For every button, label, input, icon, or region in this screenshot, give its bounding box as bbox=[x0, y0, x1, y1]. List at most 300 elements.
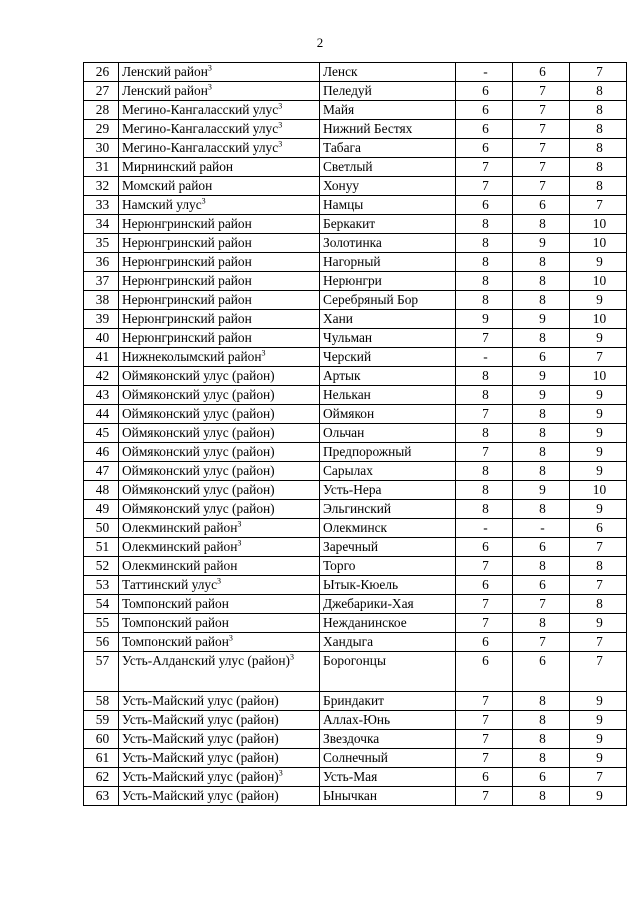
value-cell-1: - bbox=[456, 348, 513, 367]
value-cell-1: 8 bbox=[456, 424, 513, 443]
table-row bbox=[84, 329, 627, 348]
value-cell-3: 8 bbox=[570, 158, 627, 177]
district-cell bbox=[119, 538, 320, 557]
district-cell bbox=[119, 481, 320, 500]
settlement-cell: Ынычкан bbox=[320, 787, 456, 806]
value-cell-3: 10 bbox=[570, 272, 627, 291]
value-cell-2: 7 bbox=[513, 633, 570, 652]
table-row bbox=[84, 500, 627, 519]
settlement-cell: Ольчан bbox=[320, 424, 456, 443]
district-name: Усть-Майский улус (район) bbox=[122, 693, 279, 708]
district-name: Оймяконский улус (район) bbox=[122, 425, 275, 440]
value-cell-2: 6 bbox=[513, 538, 570, 557]
table-row bbox=[84, 633, 627, 652]
value-cell-3: 9 bbox=[570, 787, 627, 806]
value-cell-2: 8 bbox=[513, 329, 570, 348]
row-number-cell: 44 bbox=[84, 405, 119, 424]
value-cell-3: 9 bbox=[570, 730, 627, 749]
value-cell-3: 8 bbox=[570, 120, 627, 139]
value-cell-3: 9 bbox=[570, 462, 627, 481]
settlement-cell: Светлый bbox=[320, 158, 456, 177]
district-name: Мегино-Кангаласский улус bbox=[122, 121, 279, 136]
district-name: Томпонский район bbox=[122, 634, 229, 649]
value-cell-1: 7 bbox=[456, 595, 513, 614]
table-row bbox=[84, 272, 627, 291]
district-cell bbox=[119, 730, 320, 749]
settlement-cell: Серебряный Бор bbox=[320, 291, 456, 310]
row-number-cell: 37 bbox=[84, 272, 119, 291]
district-name: Нерюнгринский район bbox=[122, 254, 252, 269]
value-cell-2: 7 bbox=[513, 595, 570, 614]
value-cell-2: 8 bbox=[513, 253, 570, 272]
value-cell-1: 8 bbox=[456, 462, 513, 481]
value-cell-2: 6 bbox=[513, 196, 570, 215]
district-name: Ленский район bbox=[122, 64, 208, 79]
settlement-cell: Оймякон bbox=[320, 405, 456, 424]
row-number-cell: 38 bbox=[84, 291, 119, 310]
district-cell bbox=[119, 82, 320, 101]
settlement-cell: Беркакит bbox=[320, 215, 456, 234]
district-name: Оймяконский улус (район) bbox=[122, 368, 275, 383]
district-name: Томпонский район bbox=[122, 615, 229, 630]
settlement-cell: Ытык-Кюель bbox=[320, 576, 456, 595]
value-cell-1: 7 bbox=[456, 730, 513, 749]
row-number-cell: 63 bbox=[84, 787, 119, 806]
settlements-table bbox=[83, 62, 627, 806]
footnote-marker: 3 bbox=[278, 139, 283, 149]
value-cell-1: 7 bbox=[456, 443, 513, 462]
table-row bbox=[84, 101, 627, 120]
district-cell bbox=[119, 557, 320, 576]
district-name: Усть-Майский улус (район) bbox=[122, 712, 279, 727]
value-cell-3: 9 bbox=[570, 749, 627, 768]
row-number-cell: 26 bbox=[84, 63, 119, 82]
value-cell-1: 7 bbox=[456, 749, 513, 768]
value-cell-1: 6 bbox=[456, 633, 513, 652]
footnote-marker: 3 bbox=[207, 82, 212, 92]
value-cell-1: 8 bbox=[456, 234, 513, 253]
value-cell-1: 8 bbox=[456, 272, 513, 291]
table-row bbox=[84, 557, 627, 576]
row-number-cell: 60 bbox=[84, 730, 119, 749]
district-cell bbox=[119, 443, 320, 462]
table-row bbox=[84, 310, 627, 329]
settlement-cell: Золотинка bbox=[320, 234, 456, 253]
value-cell-1: 7 bbox=[456, 405, 513, 424]
settlement-cell: Нежданинское bbox=[320, 614, 456, 633]
value-cell-2: 9 bbox=[513, 310, 570, 329]
table-row bbox=[84, 139, 627, 158]
district-name: Томпонский район bbox=[122, 596, 229, 611]
value-cell-2: 6 bbox=[513, 768, 570, 787]
settlement-cell: Пеледуй bbox=[320, 82, 456, 101]
settlement-cell: Усть-Нера bbox=[320, 481, 456, 500]
district-cell bbox=[119, 652, 320, 692]
settlement-cell: Табага bbox=[320, 139, 456, 158]
settlement-cell: Черский bbox=[320, 348, 456, 367]
district-name: Нерюнгринский район bbox=[122, 292, 252, 307]
value-cell-3: 6 bbox=[570, 519, 627, 538]
table-row bbox=[84, 82, 627, 101]
value-cell-3: 10 bbox=[570, 234, 627, 253]
district-cell bbox=[119, 177, 320, 196]
table-row bbox=[84, 481, 627, 500]
table-row bbox=[84, 652, 627, 692]
district-name: Момский район bbox=[122, 178, 213, 193]
district-name: Нерюнгринский район bbox=[122, 273, 252, 288]
value-cell-2: 8 bbox=[513, 749, 570, 768]
table-row bbox=[84, 462, 627, 481]
table-row bbox=[84, 158, 627, 177]
value-cell-2: 7 bbox=[513, 177, 570, 196]
row-number-cell: 42 bbox=[84, 367, 119, 386]
table-row bbox=[84, 576, 627, 595]
value-cell-1: 8 bbox=[456, 215, 513, 234]
table-row bbox=[84, 177, 627, 196]
footnote-marker: 3 bbox=[201, 196, 206, 206]
district-name: Усть-Майский улус (район) bbox=[122, 731, 279, 746]
settlement-cell: Майя bbox=[320, 101, 456, 120]
value-cell-2: 6 bbox=[513, 652, 570, 692]
settlement-cell: Нерюнгри bbox=[320, 272, 456, 291]
value-cell-1: 7 bbox=[456, 692, 513, 711]
value-cell-3: 9 bbox=[570, 500, 627, 519]
value-cell-1: 8 bbox=[456, 367, 513, 386]
value-cell-3: 7 bbox=[570, 63, 627, 82]
value-cell-3: 9 bbox=[570, 424, 627, 443]
district-name: Оймяконский улус (район) bbox=[122, 482, 275, 497]
district-cell bbox=[119, 63, 320, 82]
table-row bbox=[84, 405, 627, 424]
district-name: Оймяконский улус (район) bbox=[122, 387, 275, 402]
value-cell-1: 7 bbox=[456, 787, 513, 806]
table-row bbox=[84, 692, 627, 711]
row-number-cell: 59 bbox=[84, 711, 119, 730]
value-cell-1: 7 bbox=[456, 711, 513, 730]
table-row bbox=[84, 63, 627, 82]
value-cell-2: 6 bbox=[513, 348, 570, 367]
row-number-cell: 58 bbox=[84, 692, 119, 711]
value-cell-3: 9 bbox=[570, 405, 627, 424]
table-row bbox=[84, 196, 627, 215]
value-cell-1: 6 bbox=[456, 652, 513, 692]
settlement-cell: Нагорный bbox=[320, 253, 456, 272]
value-cell-2: 7 bbox=[513, 120, 570, 139]
district-name: Усть-Майский улус (район) bbox=[122, 750, 279, 765]
value-cell-1: 6 bbox=[456, 101, 513, 120]
value-cell-2: 8 bbox=[513, 711, 570, 730]
value-cell-1: 6 bbox=[456, 196, 513, 215]
value-cell-2: 8 bbox=[513, 692, 570, 711]
row-number-cell: 32 bbox=[84, 177, 119, 196]
table-body bbox=[84, 63, 627, 806]
district-name: Усть-Алданский улус (район) bbox=[122, 653, 290, 668]
value-cell-3: 9 bbox=[570, 386, 627, 405]
value-cell-1: 7 bbox=[456, 614, 513, 633]
row-number-cell: 46 bbox=[84, 443, 119, 462]
value-cell-2: 8 bbox=[513, 787, 570, 806]
row-number-cell: 61 bbox=[84, 749, 119, 768]
row-number-cell: 27 bbox=[84, 82, 119, 101]
district-cell bbox=[119, 519, 320, 538]
row-number-cell: 35 bbox=[84, 234, 119, 253]
table-row bbox=[84, 595, 627, 614]
settlement-cell: Солнечный bbox=[320, 749, 456, 768]
value-cell-1: 8 bbox=[456, 253, 513, 272]
district-cell bbox=[119, 139, 320, 158]
table-row bbox=[84, 749, 627, 768]
row-number-cell: 53 bbox=[84, 576, 119, 595]
value-cell-1: 7 bbox=[456, 329, 513, 348]
row-number-cell: 52 bbox=[84, 557, 119, 576]
footnote-marker: 3 bbox=[228, 633, 233, 643]
value-cell-3: 10 bbox=[570, 367, 627, 386]
settlement-cell: Артык bbox=[320, 367, 456, 386]
value-cell-1: - bbox=[456, 519, 513, 538]
value-cell-2: 8 bbox=[513, 291, 570, 310]
value-cell-2: 9 bbox=[513, 386, 570, 405]
table-row bbox=[84, 538, 627, 557]
footnote-marker: 3 bbox=[278, 768, 283, 778]
table-row bbox=[84, 253, 627, 272]
value-cell-3: 7 bbox=[570, 633, 627, 652]
district-cell bbox=[119, 253, 320, 272]
settlement-cell: Торго bbox=[320, 557, 456, 576]
district-cell bbox=[119, 310, 320, 329]
district-cell bbox=[119, 348, 320, 367]
settlement-cell: Хонуу bbox=[320, 177, 456, 196]
value-cell-1: 6 bbox=[456, 768, 513, 787]
table-row bbox=[84, 120, 627, 139]
district-cell bbox=[119, 576, 320, 595]
row-number-cell: 50 bbox=[84, 519, 119, 538]
value-cell-3: 7 bbox=[570, 652, 627, 692]
row-number-cell: 47 bbox=[84, 462, 119, 481]
district-cell bbox=[119, 787, 320, 806]
district-cell bbox=[119, 272, 320, 291]
district-cell bbox=[119, 633, 320, 652]
settlement-cell: Аллах-Юнь bbox=[320, 711, 456, 730]
row-number-cell: 54 bbox=[84, 595, 119, 614]
settlement-cell: Заречный bbox=[320, 538, 456, 557]
district-cell bbox=[119, 462, 320, 481]
value-cell-1: 9 bbox=[456, 310, 513, 329]
table-row bbox=[84, 348, 627, 367]
settlement-cell: Предпорожный bbox=[320, 443, 456, 462]
value-cell-1: 6 bbox=[456, 120, 513, 139]
table-row bbox=[84, 424, 627, 443]
value-cell-1: 8 bbox=[456, 481, 513, 500]
table-row bbox=[84, 215, 627, 234]
row-number-cell: 29 bbox=[84, 120, 119, 139]
footnote-marker: 3 bbox=[290, 652, 294, 662]
value-cell-1: 7 bbox=[456, 557, 513, 576]
district-cell bbox=[119, 749, 320, 768]
district-cell bbox=[119, 196, 320, 215]
settlement-cell: Намцы bbox=[320, 196, 456, 215]
row-number-cell: 30 bbox=[84, 139, 119, 158]
table-row bbox=[84, 768, 627, 787]
table-row bbox=[84, 367, 627, 386]
district-name: Мирнинский район bbox=[122, 159, 234, 174]
settlement-cell: Нелькан bbox=[320, 386, 456, 405]
district-cell bbox=[119, 120, 320, 139]
district-cell bbox=[119, 215, 320, 234]
district-name: Усть-Майский улус (район) bbox=[122, 769, 279, 784]
table-row bbox=[84, 291, 627, 310]
row-number-cell: 36 bbox=[84, 253, 119, 272]
table-row bbox=[84, 234, 627, 253]
footnote-marker: 3 bbox=[217, 576, 222, 586]
district-name: Намский улус bbox=[122, 197, 202, 212]
footnote-marker: 3 bbox=[261, 348, 266, 358]
value-cell-3: 8 bbox=[570, 82, 627, 101]
settlement-cell: Эльгинский bbox=[320, 500, 456, 519]
row-number-cell: 31 bbox=[84, 158, 119, 177]
district-cell bbox=[119, 405, 320, 424]
value-cell-2: 7 bbox=[513, 82, 570, 101]
value-cell-1: 8 bbox=[456, 500, 513, 519]
value-cell-3: 8 bbox=[570, 177, 627, 196]
district-name: Усть-Майский улус (район) bbox=[122, 788, 279, 803]
district-cell bbox=[119, 500, 320, 519]
row-number-cell: 55 bbox=[84, 614, 119, 633]
settlement-cell: Звездочка bbox=[320, 730, 456, 749]
row-number-cell: 49 bbox=[84, 500, 119, 519]
settlement-cell: Ленск bbox=[320, 63, 456, 82]
district-cell bbox=[119, 711, 320, 730]
settlement-cell: Хани bbox=[320, 310, 456, 329]
district-name: Ленский район bbox=[122, 83, 208, 98]
value-cell-3: 8 bbox=[570, 139, 627, 158]
district-name: Мегино-Кангаласский улус bbox=[122, 140, 279, 155]
value-cell-1: 6 bbox=[456, 139, 513, 158]
district-cell bbox=[119, 386, 320, 405]
value-cell-3: 7 bbox=[570, 538, 627, 557]
settlement-cell: Джебарики-Хая bbox=[320, 595, 456, 614]
value-cell-2: - bbox=[513, 519, 570, 538]
district-name: Олекминский район bbox=[122, 520, 238, 535]
row-number-cell: 56 bbox=[84, 633, 119, 652]
value-cell-2: 7 bbox=[513, 101, 570, 120]
district-name: Олекминский район bbox=[122, 539, 238, 554]
value-cell-1: 7 bbox=[456, 158, 513, 177]
row-number-cell: 28 bbox=[84, 101, 119, 120]
value-cell-3: 10 bbox=[570, 215, 627, 234]
value-cell-3: 9 bbox=[570, 711, 627, 730]
value-cell-3: 9 bbox=[570, 692, 627, 711]
district-name: Оймяконский улус (район) bbox=[122, 463, 275, 478]
value-cell-1: 8 bbox=[456, 386, 513, 405]
row-number-cell: 48 bbox=[84, 481, 119, 500]
page-number: 2 bbox=[316, 35, 324, 50]
value-cell-3: 9 bbox=[570, 291, 627, 310]
district-name: Нерюнгринский район bbox=[122, 216, 252, 231]
value-cell-3: 7 bbox=[570, 196, 627, 215]
value-cell-3: 7 bbox=[570, 348, 627, 367]
district-name: Оймяконский улус (район) bbox=[122, 406, 275, 421]
district-name: Нерюнгринский район bbox=[122, 330, 252, 345]
footnote-marker: 3 bbox=[207, 63, 212, 73]
district-cell bbox=[119, 291, 320, 310]
value-cell-1: 7 bbox=[456, 177, 513, 196]
value-cell-3: 8 bbox=[570, 557, 627, 576]
value-cell-3: 9 bbox=[570, 329, 627, 348]
settlement-cell: Олекминск bbox=[320, 519, 456, 538]
table-row bbox=[84, 787, 627, 806]
value-cell-2: 7 bbox=[513, 139, 570, 158]
row-number-cell: 40 bbox=[84, 329, 119, 348]
value-cell-1: 6 bbox=[456, 538, 513, 557]
value-cell-2: 8 bbox=[513, 443, 570, 462]
district-name: Нерюнгринский район bbox=[122, 311, 252, 326]
footnote-marker: 3 bbox=[278, 120, 283, 130]
district-cell bbox=[119, 424, 320, 443]
district-cell bbox=[119, 367, 320, 386]
district-cell bbox=[119, 329, 320, 348]
district-name: Нижнеколымский район bbox=[122, 349, 262, 364]
district-cell bbox=[119, 595, 320, 614]
value-cell-3: 7 bbox=[570, 576, 627, 595]
row-number-cell: 43 bbox=[84, 386, 119, 405]
settlement-cell: Борогонцы bbox=[320, 652, 456, 692]
value-cell-3: 10 bbox=[570, 310, 627, 329]
district-name: Олекминский район bbox=[122, 558, 238, 573]
value-cell-1: 6 bbox=[456, 576, 513, 595]
value-cell-2: 8 bbox=[513, 405, 570, 424]
table-row bbox=[84, 614, 627, 633]
value-cell-2: 8 bbox=[513, 424, 570, 443]
value-cell-1: - bbox=[456, 63, 513, 82]
row-number-cell: 45 bbox=[84, 424, 119, 443]
value-cell-2: 7 bbox=[513, 158, 570, 177]
value-cell-2: 6 bbox=[513, 63, 570, 82]
footnote-marker: 3 bbox=[237, 519, 242, 529]
district-name: Оймяконский улус (район) bbox=[122, 444, 275, 459]
district-cell bbox=[119, 101, 320, 120]
table-row bbox=[84, 519, 627, 538]
value-cell-2: 9 bbox=[513, 367, 570, 386]
value-cell-3: 9 bbox=[570, 253, 627, 272]
table-row bbox=[84, 711, 627, 730]
value-cell-3: 8 bbox=[570, 595, 627, 614]
settlement-cell: Сарылах bbox=[320, 462, 456, 481]
settlement-cell: Усть-Мая bbox=[320, 768, 456, 787]
row-number-cell: 62 bbox=[84, 768, 119, 787]
row-number-cell: 33 bbox=[84, 196, 119, 215]
value-cell-3: 9 bbox=[570, 443, 627, 462]
settlement-cell: Бриндакит bbox=[320, 692, 456, 711]
value-cell-3: 9 bbox=[570, 614, 627, 633]
row-number-cell: 51 bbox=[84, 538, 119, 557]
row-number-cell: 41 bbox=[84, 348, 119, 367]
footnote-marker: 3 bbox=[278, 101, 283, 111]
district-name: Мегино-Кангаласский улус bbox=[122, 102, 279, 117]
value-cell-2: 8 bbox=[513, 730, 570, 749]
district-cell bbox=[119, 234, 320, 253]
value-cell-1: 6 bbox=[456, 82, 513, 101]
value-cell-3: 7 bbox=[570, 768, 627, 787]
value-cell-2: 8 bbox=[513, 614, 570, 633]
value-cell-2: 9 bbox=[513, 234, 570, 253]
table-row bbox=[84, 443, 627, 462]
value-cell-2: 8 bbox=[513, 272, 570, 291]
settlement-cell: Чульман bbox=[320, 329, 456, 348]
value-cell-2: 8 bbox=[513, 500, 570, 519]
settlement-cell: Хандыга bbox=[320, 633, 456, 652]
district-cell bbox=[119, 768, 320, 787]
value-cell-1: 8 bbox=[456, 291, 513, 310]
